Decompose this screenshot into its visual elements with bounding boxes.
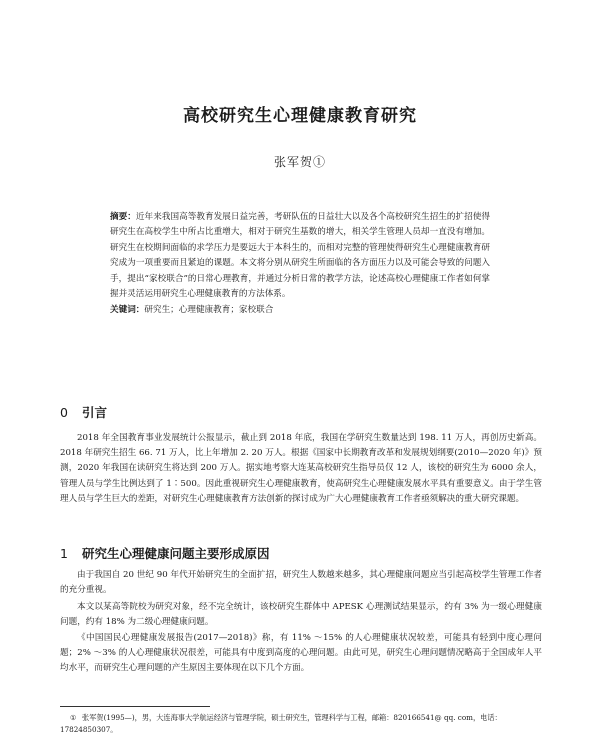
body-paragraph: 2018 年全国教育事业发展统计公报显示，截止到 2018 年底，我国在学研究生数量达到 198. 11 万人，再创历史新高。2018 年研究生招生 66. 71 万人，比上年增加 2. 20 万人。根据《国家中长期教育改革和发展规划纲要(2010—2020 年)》预测，2020 年我国在读研究生将达到 200 万人。据实地考察大连某高校研究生指导员仅 12 人，该校的研究生为 6000 余人，管理人员与学生比例达到了 1∶500。因此重视研究生心理健康教育，使高研究生心理健康发展水平具有重要意义。由于学生管理人员与学生巨大的差距，对研究生心理健康教育方法创新的探讨成为广大心理健康教育工作者亟须解决的重大研究课题。 xyxy=(60,433,542,504)
footnote xyxy=(60,712,542,736)
author-name: 张军贺① xyxy=(273,155,326,169)
footnote-mark: ① xyxy=(70,713,77,722)
abstract-block xyxy=(110,210,490,319)
keywords-paragraph xyxy=(110,303,490,318)
section-heading-causes xyxy=(60,544,270,562)
body-paragraph: 《中国国民心理健康发展报告(2017—2018)》称，有 11% ～15% 的人心理健康状况较差，可能具有轻到中度心理问题；2% ～3% 的人心理健康状况很差，可能具有中度到高度的心理问题。由此可见，研究生心理问题情况略高于全国成年人平均水平，而研究生心理问题的产生原因主要体现在以下几个方面。 xyxy=(60,633,542,674)
section-number: 1 xyxy=(60,546,68,561)
section-number: 0 xyxy=(60,405,68,420)
section-title: 研究生心理健康问题主要形成原因 xyxy=(82,546,270,561)
footnote-text: 张军贺(1995—)，男，大连海事大学航运经济与管理学院，硕士研究生，管理科学与工程，邮箱：820166541@ qq. com，电话：17824850307。 xyxy=(60,713,502,734)
footnote-divider xyxy=(60,706,210,707)
keywords-label: 关键词： xyxy=(110,305,145,316)
section-heading-introduction xyxy=(60,403,107,421)
body-paragraph: 本文以某高等院校为研究对象，经不完全统计，该校研究生群体中 APESK 心理测试结果显示，约有 3% 为一级心理健康问题，约有 18% 为二级心理健康问题。 xyxy=(60,602,542,628)
abstract-text: 近年来我国高等教育发展日益完善，考研队伍的日益壮大以及各个高校研究生招生的扩招使得研究生在高校学生中所占比重增大，相对于研究生基数的增大，相关学生管理人员却一直没有增加。研究生在校期间面临的求学压力是要远大于本科生的，而相对完整的管理使得研究生心理健康教育研究成为一项重要而且紧迫的课题。本文将分别从研究生所面临的各方面压力以及可能会导致的问题入手，提出“家校联合”的日常心理教育，并通过分析日常的教学方法，论述高校心理健康工作者如何掌握并灵活运用研究生心理健康教育的方法体系。 xyxy=(110,212,490,300)
abstract-paragraph xyxy=(110,210,490,302)
body-paragraph: 由于我国自 20 世纪 90 年代开始研究生的全面扩招，研究生人数越来越多，其心理健康问题应当引起高校学生管理工作者的充分重视。 xyxy=(60,570,542,596)
section-title: 引言 xyxy=(82,405,108,420)
abstract-label: 摘要： xyxy=(110,212,136,222)
paper-title: 高校研究生心理健康教育研究 xyxy=(183,106,417,126)
keywords-text: 研究生；心理健康教育；家校联合 xyxy=(144,305,274,316)
